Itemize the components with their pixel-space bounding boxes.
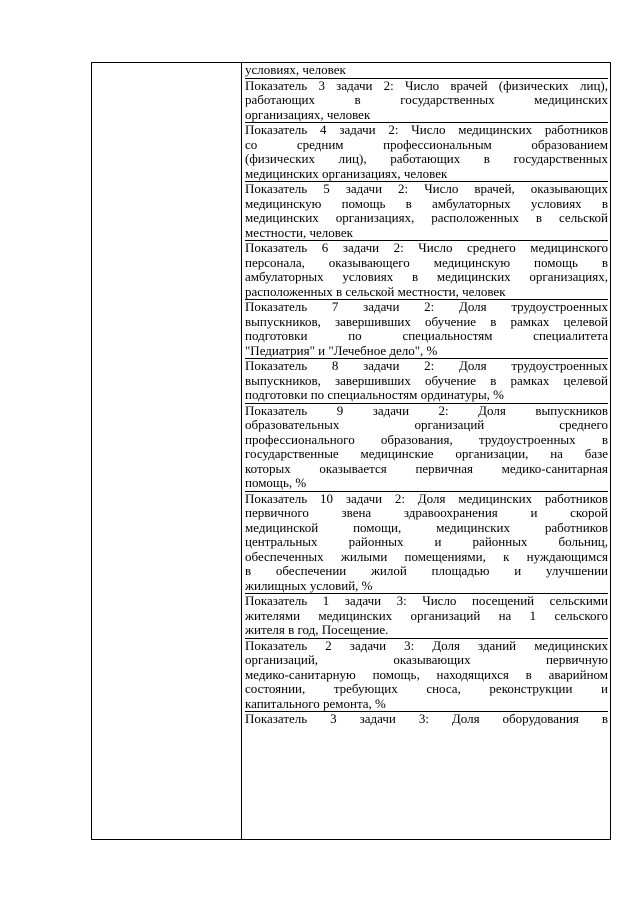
indicator-text-line: медицинской помощи, медицинских работников <box>245 520 608 535</box>
indicator-cell <box>242 63 611 840</box>
indicator-text-line: медицинских организациях, человек <box>245 166 448 181</box>
indicator-text-line: Показатель 2 задачи 3: Доля зданий медицинских <box>245 638 608 653</box>
indicator-item <box>245 711 608 727</box>
indicator-text-line: Показатель 10 задачи 2: Доля медицинских работников <box>245 491 608 506</box>
indicator-text-line: "Педиатрия" и "Лечебное дело", % <box>245 343 438 358</box>
indicator-text-line: медицинских организациях, расположенных в сельской <box>245 211 608 225</box>
indicator-text-line: условиях, человек <box>245 63 346 77</box>
indicator-text-line: персонала, оказывающего медицинскую помощь в <box>245 255 608 270</box>
indicator-text-line: Показатель 3 задачи 2: Число врачей (физических лиц), <box>245 78 608 93</box>
indicator-item <box>245 122 608 181</box>
indicator-text-line: Показатель 6 задачи 2: Число среднего медицинского <box>245 241 608 255</box>
indicator-text-line: медико-санитарную помощь, находящихся в аварийном <box>245 667 608 682</box>
indicator-text-line: расположенных в сельской местности, человек <box>245 284 506 299</box>
indicator-text-line: Показатель 8 задачи 2: Доля трудоустроенных <box>245 359 608 373</box>
indicator-item <box>245 181 608 240</box>
indicator-text-line: Показатель 9 задачи 2: Доля выпускников <box>245 403 608 418</box>
indicator-item <box>245 78 608 123</box>
indicator-item <box>245 593 608 638</box>
indicator-text-line: в обеспечении жилой площадью и улучшении <box>245 564 608 578</box>
indicator-text-line: центральных районных и районных больниц, <box>245 535 608 549</box>
indicator-text-line: Показатель 7 задачи 2: Доля трудоустроенных <box>245 300 608 314</box>
indicator-text-line: Показатель 4 задачи 2: Число медицинских работников <box>245 123 608 137</box>
indicator-text-line: обеспеченных жилыми помещениями, к нуждающимся <box>245 549 608 564</box>
document-table <box>91 62 611 840</box>
indicator-text-line: местности, человек <box>245 225 353 240</box>
indicator-item <box>245 638 608 712</box>
indicator-text-line: организациях, человек <box>245 107 371 122</box>
indicator-text-line: Показатель 5 задачи 2: Число врачей, оказывающих <box>245 182 608 196</box>
indicator-text-line: которых оказывается первичная медико-санитарная <box>245 461 608 476</box>
indicator-text-line: (физических лиц), работающих в государственных <box>245 152 608 166</box>
indicator-text-line: помощь, % <box>245 476 307 490</box>
indicator-text-line: жителя в год, Посещение. <box>245 623 389 637</box>
indicator-text-line: капитального ремонта, % <box>245 696 386 711</box>
indicator-item <box>245 63 608 78</box>
indicator-text-line: жителями медицинских организаций на 1 сельского <box>245 608 608 623</box>
indicator-text-line: государственные медицинские организации, на базе <box>245 447 608 461</box>
indicator-text-line: организаций, оказывающих первичную <box>245 653 608 667</box>
table-row <box>92 63 611 840</box>
indicator-item <box>245 491 608 594</box>
indicator-text-line: выпускников, завершивших обучение в рамках целевой <box>245 314 608 329</box>
left-empty-cell <box>92 63 242 840</box>
indicator-list <box>245 63 608 727</box>
indicator-text-line: состоянии, требующих сноса, реконструкции и <box>245 682 608 696</box>
indicator-text-line: первичного звена здравоохранения и скорой <box>245 506 608 520</box>
indicator-text-line: медицинскую помощь в амбулаторных условиях в <box>245 196 608 211</box>
indicator-text-line: выпускников, завершивших обучение в рамках целевой <box>245 373 608 388</box>
indicator-text-line: подготовки по специальностям ординатуры, % <box>245 388 505 402</box>
indicator-text-line: жилищных условий, % <box>245 578 373 593</box>
indicator-text-line: подготовки по специальностям специалитета <box>245 329 608 343</box>
indicator-text-line: образовательных организаций среднего <box>245 418 608 432</box>
indicator-item <box>245 403 608 491</box>
indicator-item <box>245 299 608 358</box>
indicator-text-line: профессионального образования, трудоустроенных в <box>245 432 608 447</box>
indicator-text-line: Показатель 1 задачи 3: Число посещений сельскими <box>245 594 608 608</box>
indicator-text-line: со средним профессиональным образованием <box>245 137 608 152</box>
indicator-item <box>245 358 608 403</box>
indicator-text-line: амбулаторных условиях в медицинских организациях, <box>245 270 608 284</box>
indicator-text-line: Показатель 3 задачи 3: Доля оборудования в <box>245 712 608 726</box>
indicator-item <box>245 240 608 299</box>
indicator-text-line: работающих в государственных медицинских <box>245 93 608 107</box>
